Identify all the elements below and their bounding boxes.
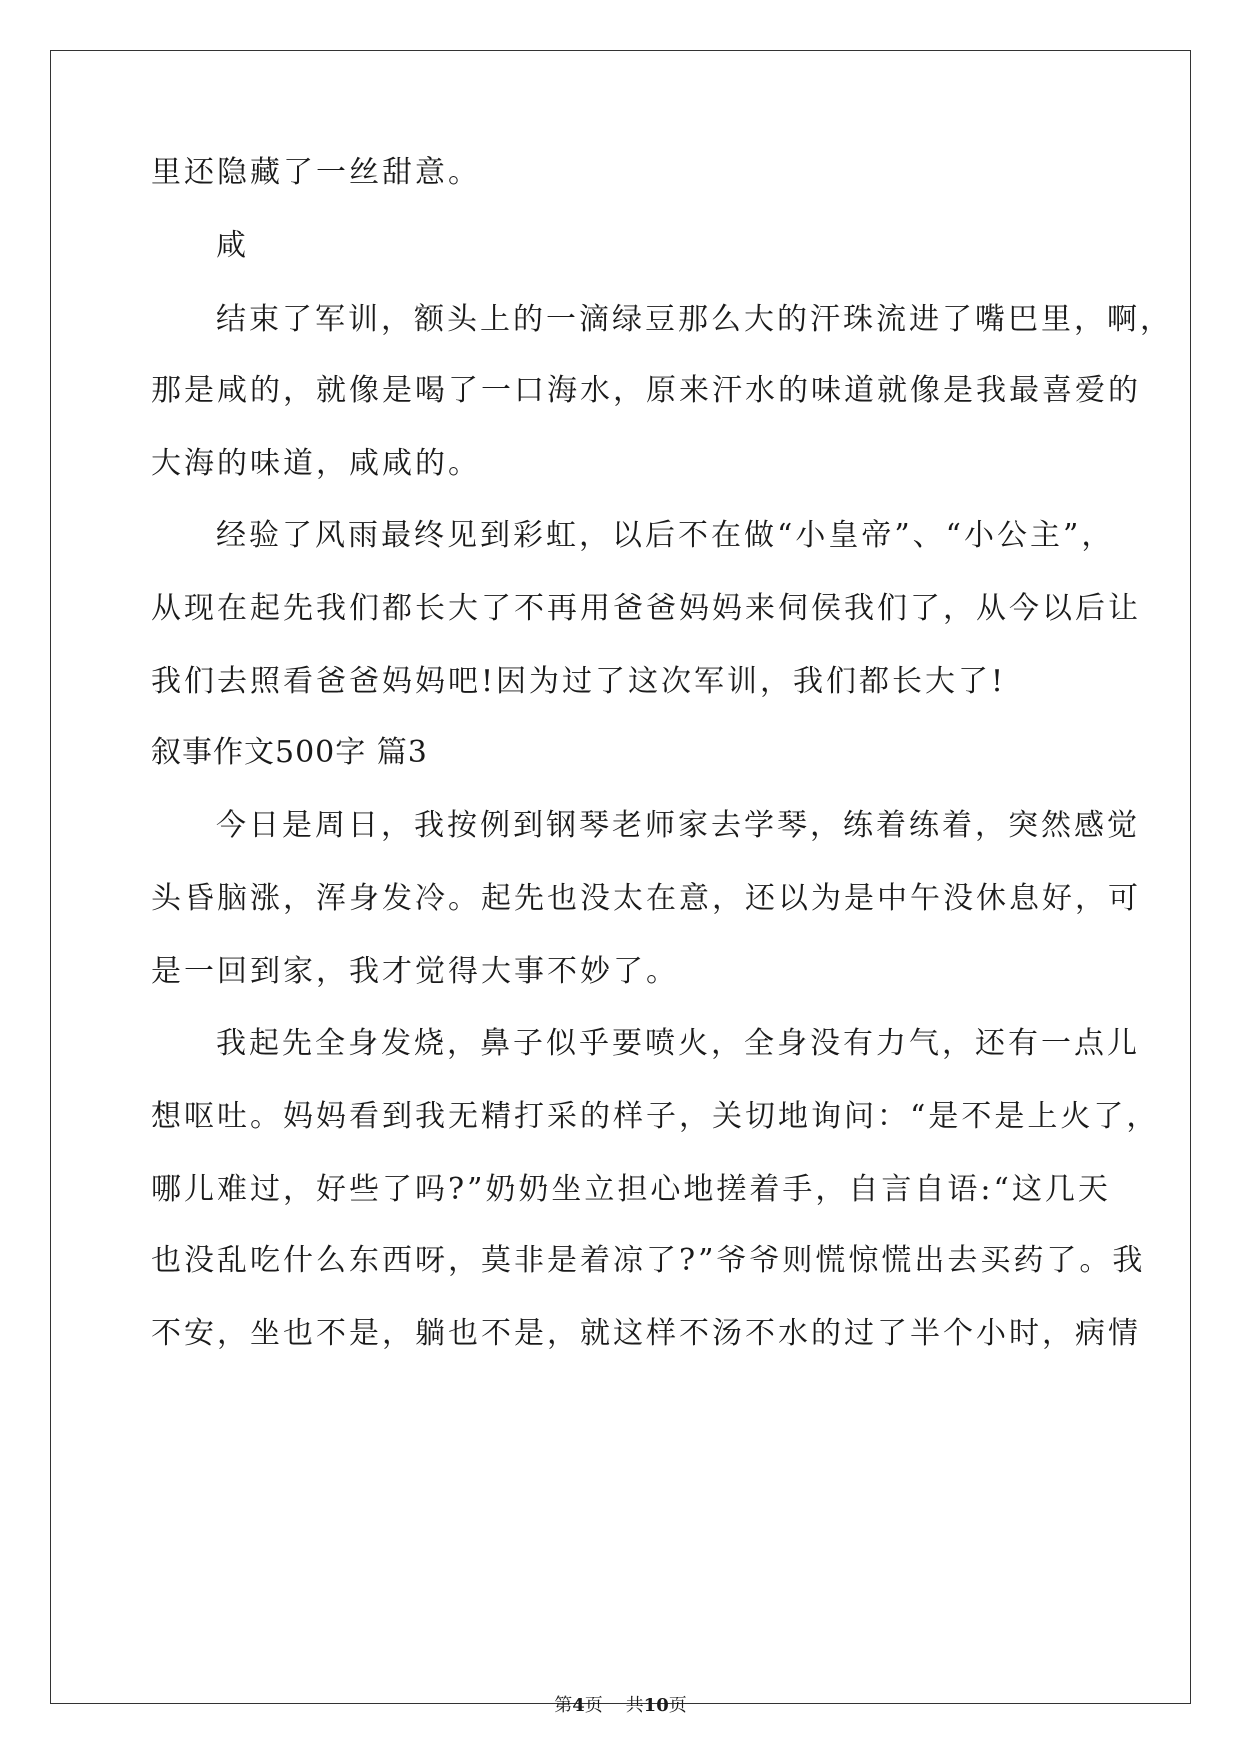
body-text-line: 结束了军训，额头上的一滴绿豆那么大的汗珠流进了嘴巴里，啊， <box>216 302 1173 337</box>
body-text-line: 大海的味道，咸咸的。 <box>151 446 481 481</box>
footer-page-prefix: 第 <box>554 1695 573 1716</box>
body-text-line: 我起先全身发烧，鼻子似乎要喷火，全身没有力气，还有一点儿 <box>216 1026 1140 1061</box>
page-footer <box>0 1694 1241 1718</box>
body-text-line: 哪儿难过，好些了吗?”奶奶坐立担心地搓着手，自言自语:“这几天 <box>151 1172 1111 1207</box>
section-title: 咸 <box>216 228 249 263</box>
page-border <box>50 50 1191 1704</box>
footer-total-prefix: 共 <box>625 1695 644 1716</box>
footer-page-number: 4 <box>572 1695 585 1716</box>
footer-page-suffix: 页 <box>584 1695 603 1716</box>
footer-total-suffix: 页 <box>668 1695 687 1716</box>
body-text-line: 我们去照看爸爸妈妈吧!因为过了这次军训，我们都长大了! <box>151 664 1007 699</box>
body-text-line: 头昏脑涨，浑身发冷。起先也没太在意，还以为是中午没休息好，可 <box>151 881 1141 916</box>
footer-total-number: 10 <box>643 1695 669 1716</box>
body-text-line: 今日是周日，我按例到钢琴老师家去学琴，练着练着，突然感觉 <box>216 808 1140 843</box>
body-text-line: 经验了风雨最终见到彩虹，以后不在做“小皇帝”、“小公主”， <box>216 518 1115 553</box>
body-text-line: 那是咸的，就像是喝了一口海水，原来汗水的味道就像是我最喜爱的 <box>151 373 1141 408</box>
body-text-line: 也没乱吃什么东西呀，莫非是着凉了?”爷爷则慌惊慌出去买药了。我 <box>151 1243 1146 1278</box>
body-text-line: 不安，坐也不是，躺也不是，就这样不汤不水的过了半个小时，病情 <box>151 1316 1141 1351</box>
body-text-line: 从现在起先我们都长大了不再用爸爸妈妈来伺侯我们了，从今以后让 <box>151 591 1141 626</box>
body-text-line: 里还隐藏了一丝甜意。 <box>151 155 481 190</box>
article-heading: 叙事作文500字 篇3 <box>151 735 428 770</box>
body-text-line: 想呕吐。妈妈看到我无精打采的样子，关切地询问：“是不是上火了， <box>151 1099 1160 1134</box>
body-text-line: 是一回到家，我才觉得大事不妙了。 <box>151 954 679 989</box>
